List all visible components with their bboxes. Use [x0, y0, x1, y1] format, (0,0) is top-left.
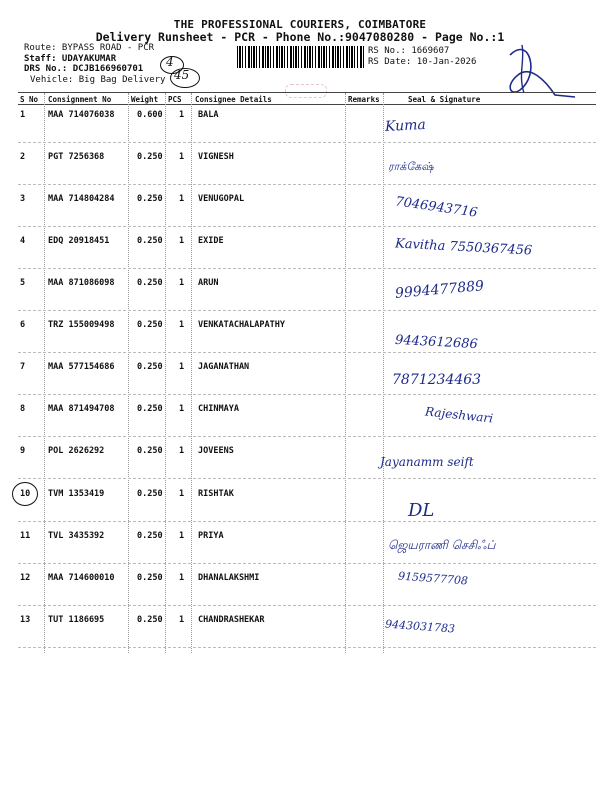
row-signature: 9443031783	[384, 617, 456, 636]
col-divider	[128, 93, 129, 653]
col-divider	[165, 93, 166, 653]
row-consignee: ARUN	[198, 278, 219, 288]
row-weight: 0.250	[137, 446, 163, 456]
row-signature: DL	[408, 500, 435, 521]
row-consignee: JOVEENS	[198, 446, 234, 456]
rs-number: RS No.: 1669607	[368, 46, 450, 56]
row-weight: 0.250	[137, 489, 163, 499]
row-consignment-no: MAA 871494708	[48, 404, 115, 414]
row-signature: 9159577708	[397, 569, 469, 588]
row-consignment-no: PGT 7256368	[48, 152, 105, 162]
row-consignee: VIGNESH	[198, 152, 234, 162]
col-sno: S No	[20, 95, 39, 104]
row-weight: 0.250	[137, 236, 163, 246]
row-signature: 9994477889	[394, 278, 485, 302]
row-consignment-no: TVM 1353419	[48, 489, 105, 499]
row-sno: 8	[20, 404, 26, 414]
row-sno: 6	[20, 320, 26, 330]
row-consignment-no: MAA 714600010	[48, 573, 115, 583]
row-sno: 1	[20, 110, 26, 120]
row-separator	[18, 268, 596, 269]
row-consignee: EXIDE	[198, 236, 224, 246]
row-separator	[18, 142, 596, 143]
drs-label: DRS No.: DCJB166960701	[24, 64, 144, 74]
row-consignment-no: POL 2626292	[48, 446, 105, 456]
row-consignment-no: TVL 3435392	[48, 531, 105, 541]
staff-label: Staff: UDAYAKUMAR	[24, 53, 117, 64]
col-pcs: PCS	[168, 95, 182, 104]
row-sno: 3	[20, 194, 26, 204]
col-seal-signature: Seal & Signature	[408, 95, 481, 104]
row-signature: 7871234463	[392, 372, 482, 388]
row-pcs: 1	[179, 404, 185, 414]
row-consignment-no: TUT 1186695	[48, 615, 105, 625]
supervisor-signature	[500, 35, 580, 105]
row-pcs: 1	[179, 278, 185, 288]
row-consignment-no: MAA 577154686	[48, 362, 115, 372]
handwritten-count-1: 4	[166, 55, 174, 69]
runsheet-meta-left	[24, 43, 165, 85]
row-consignee: JAGANATHAN	[198, 362, 250, 372]
row-pcs: 1	[179, 489, 185, 499]
row-pcs: 1	[179, 362, 185, 372]
row-sno: 5	[20, 278, 26, 288]
row-consignee: DHANALAKSHMI	[198, 573, 260, 583]
row-separator	[18, 647, 596, 648]
row-weight: 0.250	[137, 573, 163, 583]
row-pcs: 1	[179, 320, 185, 330]
row-consignee: VENKATACHALAPATHY	[198, 320, 285, 330]
row-signature: Kavitha 7550367456	[394, 236, 533, 259]
col-divider	[191, 93, 192, 653]
row-pcs: 1	[179, 194, 185, 204]
row-consignment-no: TRZ 155009498	[48, 320, 115, 330]
row-weight: 0.250	[137, 404, 163, 414]
col-divider	[383, 93, 384, 653]
row-signature: ராக்கேஷ்	[388, 160, 434, 173]
row-sno: 7	[20, 362, 26, 372]
col-consignment: Consignment No	[48, 95, 112, 104]
row-weight: 0.250	[137, 320, 163, 330]
row-signature: Jayanamm seift	[380, 455, 474, 469]
row-consignee: BALA	[198, 110, 219, 120]
row-sno: 2	[20, 152, 26, 162]
row-separator	[18, 563, 596, 564]
row-separator	[18, 310, 596, 311]
table-top-rule	[18, 92, 596, 93]
row-separator	[18, 352, 596, 353]
row-separator	[18, 394, 596, 395]
row-weight: 0.250	[137, 531, 163, 541]
runsheet-title: Delivery Runsheet - PCR - Phone No.:9047080280 - Page No.:1	[95, 30, 505, 44]
row-consignment-no: MAA 871086098	[48, 278, 115, 288]
row-consignee: RISHTAK	[198, 489, 234, 499]
row-10-circle	[12, 482, 38, 506]
row-separator	[18, 605, 596, 606]
row-separator	[18, 478, 596, 479]
row-consignment-no: MAA 714076038	[48, 110, 115, 120]
row-weight: 0.250	[137, 362, 163, 372]
row-consignee: CHANDRASHEKAR	[198, 615, 265, 625]
row-separator	[18, 226, 596, 227]
faint-stamp	[285, 84, 327, 98]
rs-date: RS Date: 10-Jan-2026	[368, 57, 477, 67]
row-weight: 0.250	[137, 615, 163, 625]
row-consignee: VENUGOPAL	[198, 194, 245, 204]
row-pcs: 1	[179, 446, 185, 456]
row-separator	[18, 184, 596, 185]
row-weight: 0.250	[137, 152, 163, 162]
row-pcs: 1	[179, 236, 185, 246]
row-weight: 0.250	[137, 278, 163, 288]
row-signature: 9443612686	[394, 332, 479, 353]
row-sno: 4	[20, 236, 26, 246]
row-sno: 12	[20, 573, 31, 583]
col-divider	[44, 93, 45, 653]
col-remarks: Remarks	[348, 95, 380, 104]
row-signature: Kuma	[384, 116, 427, 136]
row-pcs: 1	[179, 531, 185, 541]
row-signature: Rajeshwari	[424, 404, 494, 426]
row-sno: 11	[20, 531, 31, 541]
vehicle-label: Vehicle: Big Bag Delivery	[30, 74, 166, 85]
row-signature: ஜெயராணி செசிஃப்	[388, 538, 496, 552]
row-separator	[18, 436, 596, 437]
route-label: Route: BYPASS ROAD - PCR	[24, 43, 155, 53]
row-consignment-no: MAA 714804284	[48, 194, 115, 204]
barcode	[237, 46, 365, 68]
row-consignment-no: EDQ 20918451	[48, 236, 110, 246]
company-name: THE PROFESSIONAL COURIERS, COIMBATORE	[173, 18, 427, 31]
runsheet-meta-right	[368, 46, 476, 68]
handwritten-count-2: 45	[174, 68, 190, 82]
row-sno: 10	[20, 489, 31, 499]
row-consignee: PRIYA	[198, 531, 224, 541]
row-pcs: 1	[179, 615, 185, 625]
row-separator	[18, 521, 596, 522]
row-pcs: 1	[179, 573, 185, 583]
table-header-rule	[18, 104, 596, 105]
col-weight: Weight	[131, 95, 159, 104]
row-signature: 7046943716	[394, 194, 479, 221]
row-weight: 0.600	[137, 110, 163, 120]
row-sno: 9	[20, 446, 26, 456]
row-sno: 13	[20, 615, 31, 625]
col-divider	[345, 93, 346, 653]
row-pcs: 1	[179, 110, 185, 120]
col-consignee: Consignee Details	[195, 95, 272, 104]
row-weight: 0.250	[137, 194, 163, 204]
row-pcs: 1	[179, 152, 185, 162]
row-consignee: CHINMAYA	[198, 404, 239, 414]
